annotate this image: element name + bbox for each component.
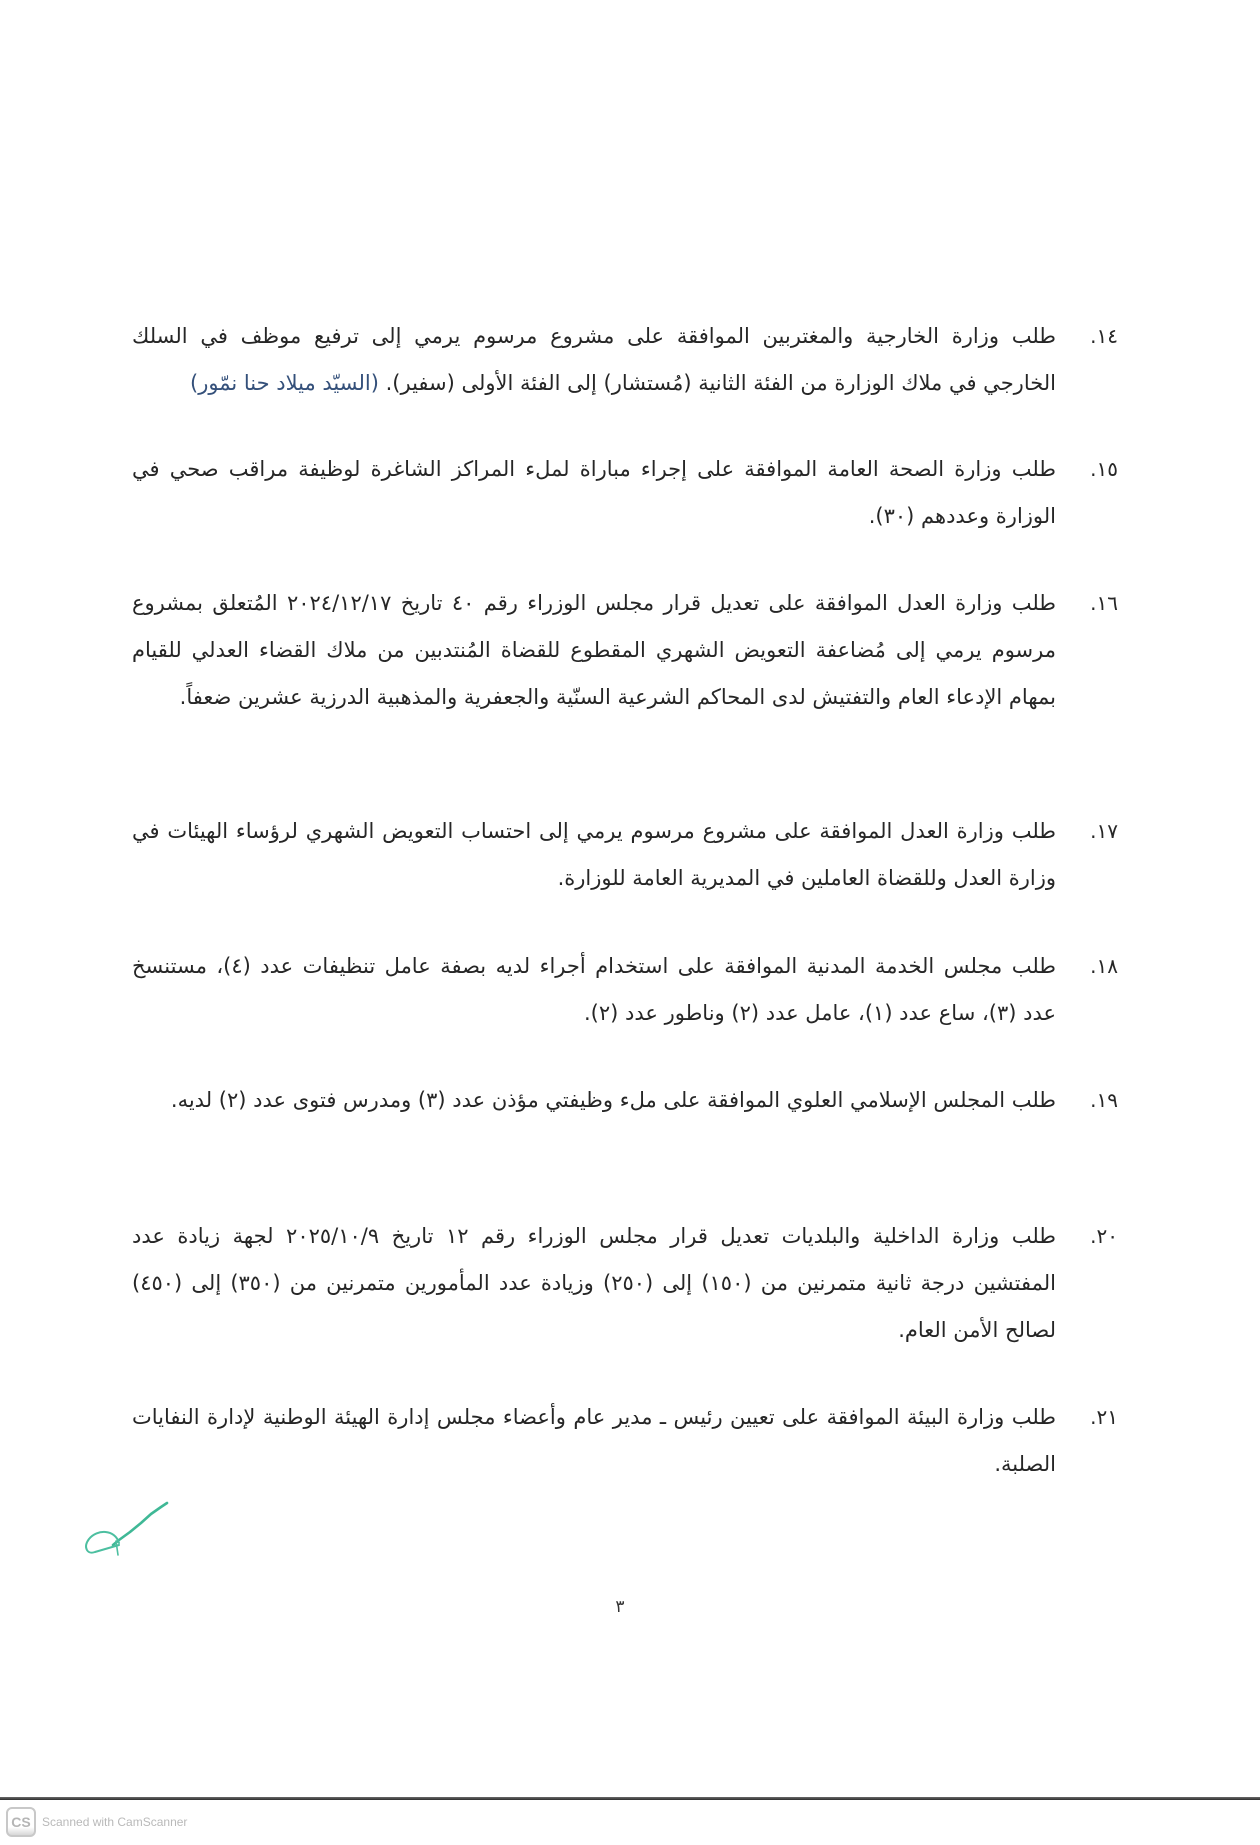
- item-text: طلب وزارة الداخلية والبلديات تعديل قرار مجلس الوزراء رقم ١٢ تاريخ ٢٠٢٥/١٠/٩ لجهة زيادة عدد المفتشين درجة ثانية متمرنين من (١٥٠) إلى (٢٥٠) وزيادة عدد المأمورين متمرنين من (٣٥٠) إلى (٤٥٠) لصالح الأمن العام.: [132, 1224, 1056, 1342]
- camscanner-logo-icon: CS: [6, 1807, 36, 1837]
- item-number: ٢٠.: [1090, 1224, 1118, 1248]
- agenda-item-19: [132, 1077, 1118, 1124]
- page-number: ٣: [615, 1597, 625, 1617]
- signature-icon: [75, 1495, 175, 1560]
- item-text: طلب مجلس الخدمة المدنية الموافقة على استخدام أجراء لديه بصفة عامل تنظيفات عدد (٤)، مستنسخ عدد (٣)، ساع عدد (١)، عامل عدد (٢) وناطور عدد (٢).: [132, 954, 1056, 1025]
- item-number: ١٩.: [1090, 1088, 1118, 1112]
- item-text: طلب وزارة الصحة العامة الموافقة على إجراء مباراة لملء المراكز الشاغرة لوظيفة مراقب صحي في الوزارة وعددهم (٣٠).: [132, 457, 1056, 528]
- item-text: طلب وزارة العدل الموافقة على مشروع مرسوم يرمي إلى احتساب التعويض الشهري لرؤساء الهيئات في وزارة العدل وللقضاة العاملين في المديرية العامة للوزارة.: [132, 819, 1056, 890]
- item-text: طلب وزارة العدل الموافقة على تعديل قرار مجلس الوزراء رقم ٤٠ تاريخ ٢٠٢٤/١٢/١٧ المُتعلق بمشروع مرسوم يرمي إلى مُضاعفة التعويض الشهري المقطوع للقضاة المُنتدبين من ملاك القضاء العدلي للقيام بمهام الإدعاء العام والتفتيش لدى المحاكم الشرعية السنّية والجعفرية والمذهبية الدرزية عشرين ضعفاً.: [132, 591, 1057, 709]
- agenda-item-18: [132, 943, 1118, 1037]
- item-text: طلب وزارة الخارجية والمغتربين الموافقة على مشروع مرسوم يرمي إلى ترفيع موظف في السلك الخارجي في ملاك الوزارة من الفئة الثانية (مُستشار) إلى الفئة الأولى (سفير).: [132, 324, 1056, 395]
- agenda-item-21: [132, 1394, 1118, 1488]
- item-number: ١٥.: [1090, 457, 1118, 481]
- item-text: طلب المجلس الإسلامي العلوي الموافقة على ملء وظيفتي مؤذن عدد (٣) ومدرس فتوى عدد (٢) لديه.: [170, 1088, 1056, 1112]
- item-number: ١٤.: [1090, 324, 1118, 348]
- handwritten-name-note: (السيّد ميلاد حنا نمّور): [190, 371, 379, 395]
- item-text: طلب وزارة البيئة الموافقة على تعيين رئيس ـ مدير عام وأعضاء مجلس إدارة الهيئة الوطنية لإدارة النفايات الصلبة.: [132, 1405, 1056, 1476]
- item-number: ١٧.: [1090, 819, 1118, 843]
- agenda-item-17: [132, 808, 1118, 902]
- item-number: ١٦.: [1090, 591, 1118, 615]
- agenda-item-15: [132, 446, 1118, 540]
- item-number: ١٨.: [1090, 954, 1118, 978]
- scanner-watermark-text: Scanned with CamScanner: [42, 1815, 188, 1829]
- agenda-item-20: [132, 1213, 1118, 1354]
- agenda-item-14: [132, 313, 1118, 407]
- scanner-footer: [6, 1807, 187, 1837]
- agenda-item-16: [132, 580, 1118, 721]
- footer-divider: [0, 1797, 1260, 1800]
- item-number: ٢١.: [1090, 1405, 1118, 1429]
